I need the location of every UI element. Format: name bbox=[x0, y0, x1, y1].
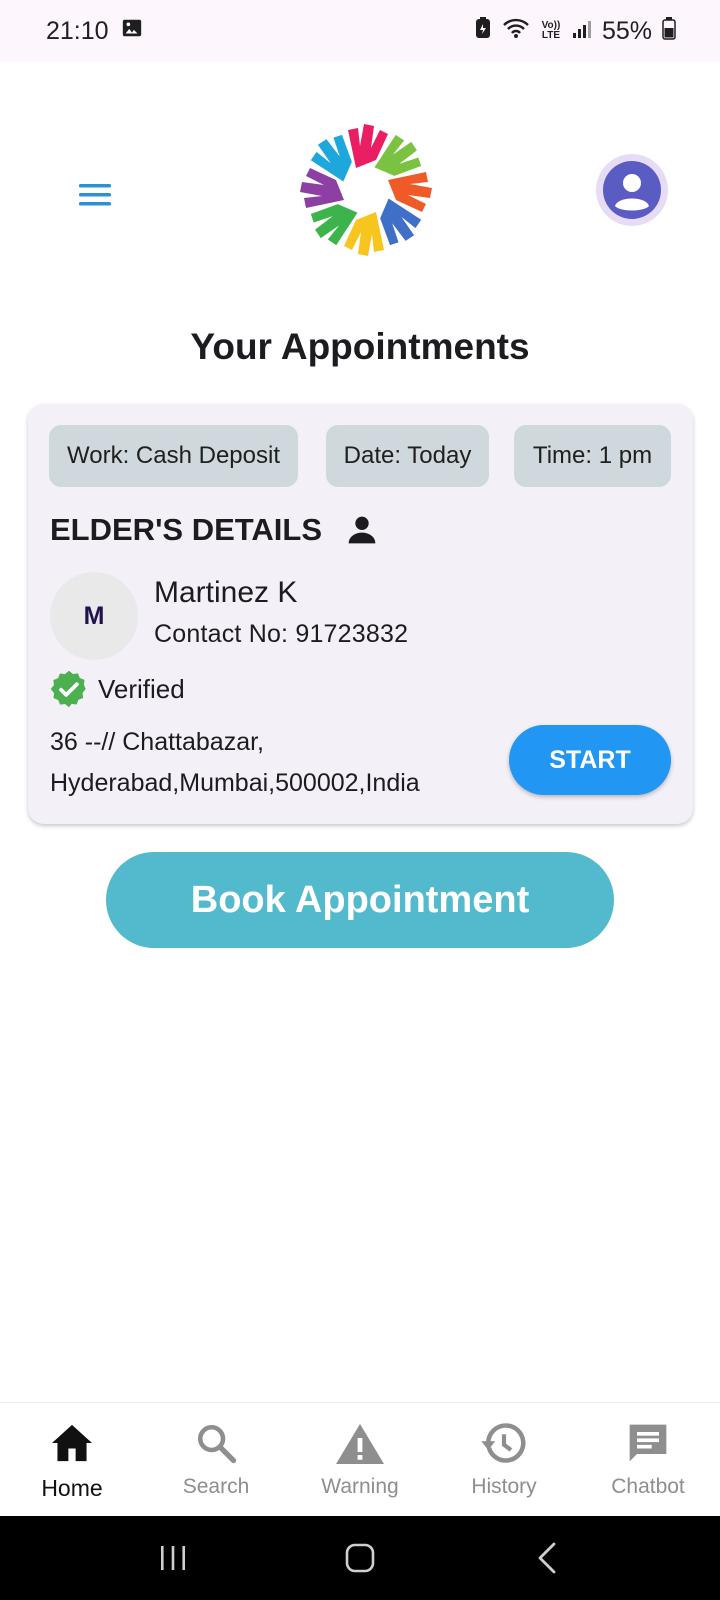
person-icon bbox=[346, 514, 378, 546]
gallery-notification-icon bbox=[121, 17, 143, 46]
warning-icon bbox=[336, 1419, 384, 1467]
verified-row bbox=[50, 670, 185, 708]
nav-label-chatbot: Chatbot bbox=[611, 1475, 685, 1498]
battery-saver-icon bbox=[474, 16, 492, 47]
search-icon bbox=[192, 1419, 240, 1467]
back-button[interactable] bbox=[517, 1528, 577, 1588]
back-chevron-icon bbox=[536, 1542, 558, 1574]
colorful-hands-logo bbox=[296, 120, 436, 260]
elder-contact: Contact No: 91723832 bbox=[154, 620, 409, 648]
battery-percent: 55% bbox=[601, 16, 652, 45]
nav-item-warning[interactable] bbox=[288, 1403, 432, 1516]
app-header bbox=[0, 62, 720, 322]
home-system-button[interactable] bbox=[330, 1528, 390, 1588]
profile-button[interactable] bbox=[596, 154, 668, 226]
verified-badge-icon bbox=[50, 670, 88, 708]
history-icon bbox=[480, 1419, 528, 1467]
status-bar bbox=[0, 0, 720, 62]
nav-item-chatbot[interactable] bbox=[576, 1403, 720, 1516]
account-circle-icon bbox=[602, 160, 662, 220]
address-line-1: 36 --// Chattabazar, bbox=[50, 728, 265, 756]
system-navigation-bar bbox=[0, 1516, 720, 1600]
battery-icon bbox=[662, 16, 676, 47]
status-time: 21:10 bbox=[46, 16, 109, 45]
elder-avatar: M bbox=[50, 572, 138, 660]
nav-item-search[interactable] bbox=[144, 1403, 288, 1516]
nav-item-home[interactable] bbox=[0, 1403, 144, 1516]
status-right bbox=[474, 16, 676, 47]
recent-apps-button[interactable] bbox=[143, 1528, 203, 1588]
nav-item-history[interactable] bbox=[432, 1403, 576, 1516]
elder-details-heading bbox=[50, 512, 378, 548]
section-title-text: ELDER'S DETAILS bbox=[50, 512, 323, 547]
date-chip: Date: Today bbox=[326, 425, 489, 487]
elder-address bbox=[50, 722, 490, 804]
signal-icon bbox=[572, 17, 592, 46]
bottom-navigation bbox=[0, 1402, 720, 1516]
elder-name: Martinez K bbox=[154, 576, 298, 609]
nav-label-home: Home bbox=[41, 1475, 103, 1501]
book-appointment-button[interactable]: Book Appointment bbox=[106, 852, 614, 948]
page-title: Your Appointments bbox=[190, 326, 530, 367]
status-left bbox=[46, 17, 143, 46]
appointment-card bbox=[28, 404, 693, 824]
hamburger-icon bbox=[78, 182, 112, 208]
nav-label-history: History bbox=[471, 1475, 537, 1498]
verified-label: Verified bbox=[98, 673, 185, 704]
start-button[interactable]: START bbox=[509, 725, 671, 795]
chat-icon bbox=[624, 1419, 672, 1467]
work-chip: Work: Cash Deposit bbox=[49, 425, 298, 487]
menu-button[interactable] bbox=[72, 172, 118, 218]
volte-lte-icon: Vo)) LTE bbox=[541, 20, 561, 41]
nav-label-search: Search bbox=[182, 1475, 250, 1498]
wifi-icon bbox=[502, 17, 530, 46]
recent-apps-icon bbox=[158, 1544, 188, 1572]
address-line-2: Hyderabad,Mumbai,500002,India bbox=[50, 769, 420, 797]
home-square-icon bbox=[345, 1543, 375, 1573]
time-chip: Time: 1 pm bbox=[514, 425, 671, 487]
home-icon bbox=[48, 1419, 96, 1467]
nav-label-warning: Warning bbox=[321, 1475, 399, 1498]
